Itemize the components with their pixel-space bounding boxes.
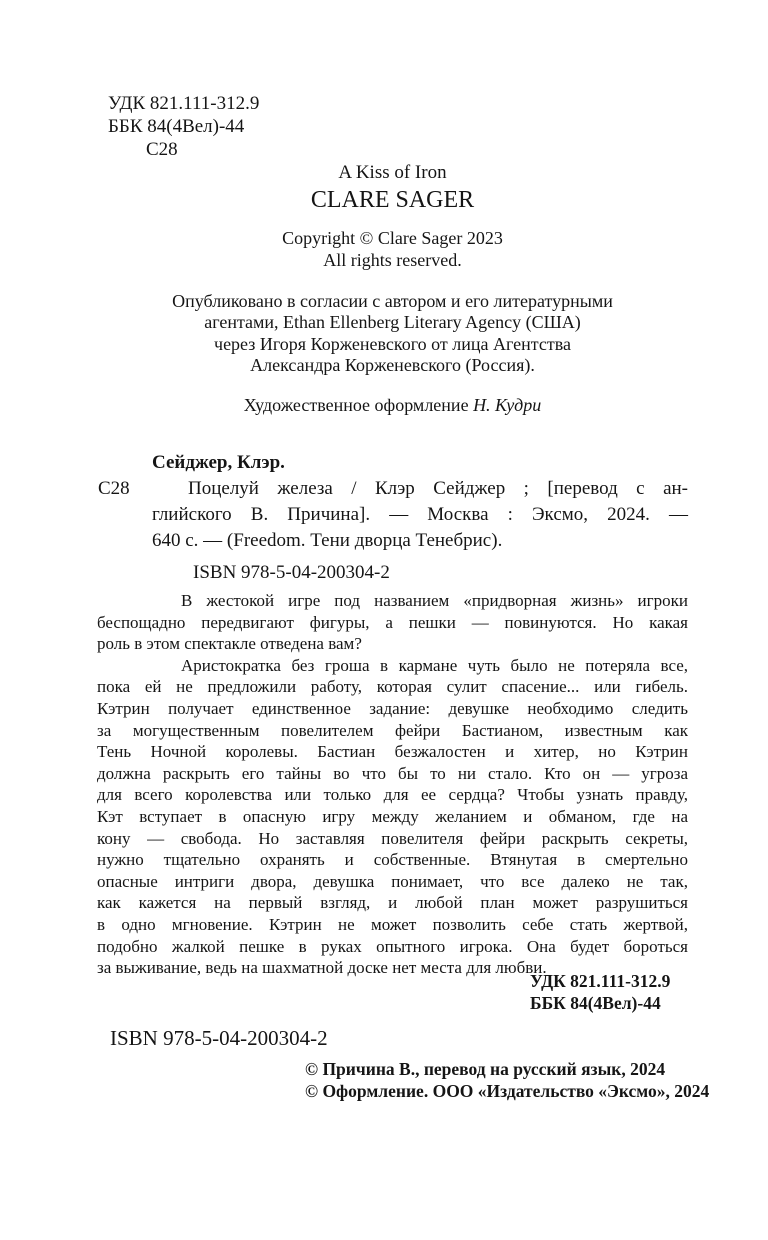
design-credit: [97, 395, 688, 416]
annotation: [97, 590, 688, 979]
copyright-line: Copyright © Clare Sager 2023: [282, 228, 503, 248]
annotation-paragraph-1-line: беспощадно передвигают фигуры, а пешки — повинуются. Но какая: [97, 612, 688, 632]
rights-reserved-line: All rights reserved.: [323, 249, 462, 270]
annotation-paragraph-2-line: кону — свобода. Но заставляя повелителя фейри раскрыть секреты,: [97, 828, 688, 848]
isbn-bottom: ISBN 978-5-04-200304-2: [110, 1026, 328, 1050]
card-body: [97, 476, 688, 554]
annotation-paragraph-2-line: Кэт вступает в опасную игру между желанием и обманом, где на: [97, 806, 688, 826]
annotation-paragraph-2-line: Тень Ночной королевы. Бастиан безжалостен и хитер, но Кэтрин: [97, 742, 688, 762]
card-description-line: 640 с. — (Freedom. Тени дворца Тенебрис).: [152, 530, 503, 551]
bottom-copyright-block: [305, 1058, 709, 1102]
agency-statement: [97, 291, 688, 376]
author-sign-code: С28: [146, 139, 178, 160]
card-author-sign: С28: [98, 478, 130, 499]
annotation-paragraph-2-line: Кэтрин получает единственное задание: девушке необходимо следить: [97, 698, 688, 718]
annotation-paragraph-2-line: пока ей не предложили работу, которая сулит спасение... или гибель.: [97, 677, 688, 697]
annotation-paragraph-2-line: должна раскрыть его тайны во что бы то ни стало. Кто он — угроза: [97, 763, 688, 783]
udk-code-bottom: УДК 821.111-312.9: [530, 971, 671, 991]
copyright-block: [97, 228, 688, 271]
card-description-line: глийского В. Причина]. — Москва : Эксмо, 2024. —: [152, 504, 688, 525]
card-isbn: ISBN 978-5-04-200304-2: [193, 562, 390, 583]
bottom-copyright-block-line: © Причина В., перевод на русский язык, 2024: [305, 1059, 666, 1079]
annotation-paragraph-1: [97, 590, 688, 655]
annotation-paragraph-2-line: Аристократка без гроша в кармане чуть было не потеряла все,: [181, 655, 688, 675]
annotation-paragraph-2: [97, 655, 688, 979]
catalog-card: [97, 450, 688, 586]
annotation-paragraph-2-line: подобно жалкой пешке в руках опытного игрока. Она будет бороться: [97, 936, 688, 956]
annotation-paragraph-2-line: как кажется на первый взгляд, и любой план может разрушиться: [97, 893, 688, 913]
annotation-paragraph-2-line: за выживание, ведь на шахматной доске нет места для любви.: [97, 958, 547, 978]
card-description: [152, 476, 688, 554]
annotation-paragraph-1-line: роль в этом спектакле отведена вам?: [97, 634, 362, 654]
agency-statement-line: через Игоря Корженевского от лица Агентства: [214, 333, 571, 354]
card-description-line: Поцелуй железа / Клэр Сейджер ; [перевод с ан-: [188, 478, 688, 499]
author-name: CLARE SAGER: [310, 187, 475, 213]
bbk-code-bottom: ББК 84(4Вел)-44: [530, 993, 661, 1013]
annotation-paragraph-2-line: нужно тщательно охранять и собственные. Втянутая в смертельно: [97, 850, 688, 870]
original-title: A Kiss of Iron: [338, 162, 447, 183]
agency-statement-line: Александра Корженевского (Россия).: [250, 354, 535, 375]
design-credit-label: Художественное оформление: [243, 395, 474, 415]
agency-statement-line: агентами, Ethan Ellenberg Literary Agency (США): [204, 312, 581, 333]
title-block: [97, 160, 688, 216]
top-bibliographic-codes: [108, 92, 259, 161]
agency-statement-line: Опубликовано в согласии с автором и его литературными: [172, 291, 613, 311]
annotation-paragraph-2-line: за могущественным повелителем фейри Бастианом, известным как: [97, 720, 688, 740]
annotation-paragraph-1-line: В жестокой игре под названием «придворная жизнь» игроки: [181, 591, 688, 610]
udk-code: УДК 821.111-312.9: [108, 93, 260, 114]
designer-name: Н. Кудри: [473, 395, 542, 415]
bottom-bibliographic-codes: [530, 970, 670, 1014]
bbk-code: ББК 84(4Вел)-44: [108, 116, 245, 137]
card-author-heading: Сейджер, Клэр.: [152, 452, 285, 473]
bottom-copyright-block-line: © Оформление. ООО «Издательство «Эксмо», 2024: [305, 1081, 710, 1101]
annotation-paragraph-2-line: в одно мгновение. Кэтрин не может позволить себе стать жертвой,: [97, 914, 688, 934]
annotation-paragraph-2-line: для всего королевства или только для ее сердца? Чтобы узнать правду,: [97, 785, 688, 805]
annotation-paragraph-2-line: опасные интриги двора, девушка понимает, что все далеко не так,: [97, 871, 688, 891]
